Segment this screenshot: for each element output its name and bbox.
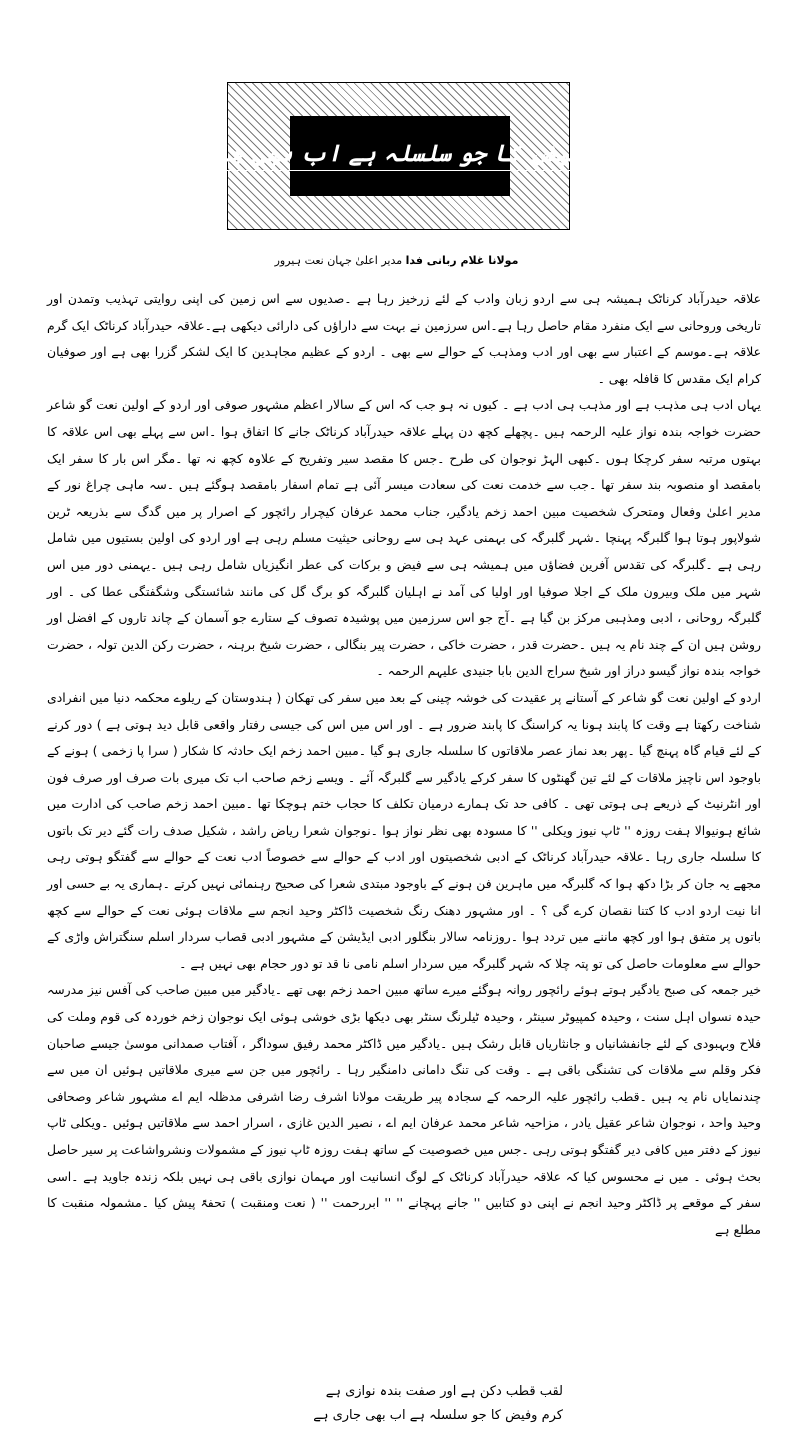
title-box	[155, 116, 645, 196]
verse-line: کرم وفیض کا جو سلسلہ ہے اب بھی جاری ہے	[313, 1408, 563, 1423]
paragraph: علاقہ حیدرآباد کرناٹک ہمیشہ ہی سے اردو زبان وادب کے لئے زرخیز رہا ہے ۔صدیوں سے اس زمین کی اپنی روایتی تہذیب وتمدن اور تاریخی وروحانی سے ایک منفرد مقام حاصل رہا ہے۔اس سرزمین نے بہت سے داراؤں کی دارائی دیکھی ہے۔علاقہ حیدرآباد کرناٹک ایک گرم علاقہ ہے۔موسم کے اعتبار سے بھی اور ادب ومذہب کے حوالے سے بھی ۔ اردو کے عظیم مجاہدین کا ایک لشکر گزرا بھی ہے اور صوفیان کرام ایک مقدس کا قافلہ بھی ۔	[47, 291, 761, 386]
verse-line: لقب قطب دکن ہے اور صفت بندہ نوازی ہے	[325, 1384, 563, 1399]
author-byline	[200, 254, 593, 267]
author-role: مدیر اعلیٰ جہان نعت ہیرور	[274, 254, 403, 267]
paragraph: یہاں ادب ہی مذہب ہے اور مذہب ہی ادب ہے ۔ کیوں نہ ہو جب کہ اس کے سالار اعظم مشہور صوفی اور اردو کے اولین نعت گو شاعر حضرت خواجہ بندہ نواز علیہ الرحمہ ہیں ۔پچھلے کچھ دن پہلے علاقہ حیدرآباد کرناٹک جانے کا اتفاق ہوا ۔اس سے پہلے بھی اس علاقہ کا بہتوں مرتبہ سفر کرچکا ہوں ۔کبھی الہڑ نوجوان کی طرح ۔جس کا مقصد سیر وتفریح کے علاوہ کچھ نہ تھا ۔مگر اس بار کا سفر ایک بامقصد او منصوبہ بند سفر تھا ۔جب سے خدمت نعت کی سعادت میسر آئی ہے تمام اسفار بامقصد ہوگئے ہیں ۔سہ ماہی چراغ نور کے مدیر اعلیٰ وفعال ومتحرک شخصیت مبین احمد زخم یادگیر، جناب محمد عرفان کیچرار رائچور کے اصرار پر میں گدگ سے بذریعہ ٹرین شولاپور ہوتا ہوا گلبرگہ پہنچا ۔شہر گلبرگہ کی بہمنی عہد ہی سے روحانی حیثیت مسلم رہی ہے اور اردو کی اولین بستیوں میں شامل رہی ہے ۔گلبرگہ کی تقدس آفرین فضاؤں میں ہمیشہ ہی سے فیض و برکات کی عطر انگیزیاں شامل رہی ہیں ۔یہمنی دور میں اس شہر میں ملک وبیرون ملک کے اجلا صوفیا اور اولیا کی آمد نے اہلیان گلبرگہ کو برگ گل کی مانند شائستگی وشگفتگی عطا کی ۔ اور گلبرگہ روحانی ، ادبی ومذہبی مرکز بن گیا ہے ۔آج جو اس سرزمین میں پوشیدہ تصوف کے ستارے جو آسمان کے چاند تاروں کے افضل اور روشن ہیں ان کے چند نام یہ ہیں ۔حضرت قدر ، حضرت خاکی ، حضرت پیر بنگالی ، حضرت شیخ برہنہ ، حضرت رکن الدین تولہ ، حضرت خواجہ بندہ نواز گیسو دراز اور شیخ سراج الدین بابا جنیدی علیہم الرحمہ ۔	[47, 397, 761, 679]
author-name: مولانا غلام ربانی فدا	[405, 254, 519, 267]
page-title: کرم وفیض کا جو سلسلہ ہے اب بھی جاری ہے	[151, 141, 649, 171]
closing-verse	[230, 1380, 563, 1428]
article-body	[47, 286, 761, 1243]
paragraph: خیر جمعہ کی صبح یادگیر ہوتے ہوئے رائچور روانہ ہوگئے میرے ساتھ مبین احمد زخم بھی تھے ۔یادگیر میں مبین صاحب کی آفس نیز مدرسہ حیدہ نسواں اہل سنت ، وحیدہ کمپیوٹر سینٹر ، وحیدہ ٹیلرنگ سنٹر بھی دیکھا بڑی خوشی ہوئی ایک نوجوان زخم خوردہ کی قوم وملت کی فلاح وبہبودی کے لئے جانفشانیاں و جانثاریاں قابل رشک ہیں ۔یادگیر میں ڈاکٹر محمد رفیق سوداگر ، آفتاب صمدانی موسیٰ جیسے صاحبان فکر وقلم سے ملاقات کی تشنگی باقی ہے ۔ وقت کی تنگ دامانی دامنگیر رہا ۔ رائچور میں جن سے میری ملاقاتیں ہوئیں ان میں سے چندنمایاں نام یہ ہیں ۔قطب رائچور علیہ الرحمہ کے سجادہ پیر طریقت مولانا اشرف رضا اشرفی مدظلہ ایم اے مشہور شاعر وصحافی وحید واحد ، نوجوان شاعر عقیل یادر ، مزاحیہ شاعر محمد عرفان ایم اے ، نصیر الدین غازی ، اسرار احمد سے ملاقاتیں ہوئیں ۔ویکلی ٹاپ نیوز کے دفتر میں کافی دیر گفتگو ہوتی رہی ۔جس میں خصوصیت کے ساتھ ہفت روزہ ٹاپ نیوز کے مشمولات ونشرواشاعت پر سیر حاصل بحث ہوئی ۔ میں نے محسوس کیا کہ علاقہ حیدرآباد کرناٹک کے لوگ انسانیت اور مہمان نوازی باقی ہی نہیں بلکہ زندہ جاوید ہے ۔اسی سفر کے موقعے پر ڈاکٹر وحید انجم نے اپنی دو کتابیں '' جانے پہچانے '' '' ابررحمت '' ( نعت ومنقبت ) تحفۃً پیش کیا ۔مشمولہ منقبت کا مطلع ہے	[47, 982, 761, 1237]
paragraph: اردو کے اولین نعت گو شاعر کے آستانے پر عقیدت کی خوشہ چینی کے بعد میں سفر کی تھکان ( ہندوستان کے ریلوے محکمہ دنیا میں انفرادی شناخت رکھتا ہے وقت کا پابند ہونا یہ کراسنگ کا پابند ضرور ہے ۔ اور اس میں اس کی جیسی رفتار واقعی قابل دید ہوتی ہے ) دور کرنے کے لئے قیام گاہ پہنچ گیا ۔پھر بعد نماز عصر ملاقاتوں کا سلسلہ جاری ہو گیا ۔مبین احمد زخم ایک حادثہ کا شکار ( سرا پا زخمی ) ہونے کے باوجود اس ناچیز ملاقات کے لئے تین گھنٹوں کا سفر کرکے یادگیر سے گلبرگہ آئے ۔ ویسے زخم صاحب اب تک میری بات صرف اور صرف فون اور انٹرنیٹ کے ذریعے ہی ہوتی تھی ۔ کافی حد تک ہمارے درمیان تکلف کا حجاب ختم ہوچکا تھا ۔مبین احمد زخم صاحب کی ادارت میں شائع ہونیوالا ہفت روزہ '' ٹاپ نیوز ویکلی '' کا مسودہ بھی نظر نواز ہوا ۔نوجوان شعرا ریاض راشد ، شکیل صدف رات گئے دیر تک باتوں کا سلسلہ جاری رہا ۔علاقہ حیدرآباد کرناٹک کے ادبی شخصیتوں اور ادب کے حوالے سے خصوصاً ادب نعت کے حوالے سے گفتگو ہوتی رہی مجھے یہ جان کر بڑا دکھ ہوا کہ گلبرگہ میں ماہرین فن ہونے کے باوجود مبتدی شعرا کی صحیح رہنمائی نہیں کرتے ۔ہماری یہ بے حسی اور انا نیت اردو ادب کا کتنا نقصان کرے گی ؟ ۔ اور مشہور دھنک رنگ شخصیت ڈاکٹر وحید انجم سے ملاقات ہوئی نعت کے حوالے سے کچھ باتوں پر متفق ہوا اور کچھ ماننے میں تردد ہوا ۔روزنامہ سالار بنگلور ادبی ایڈیشن کے مشہور ادبی قصاب سردار اسلم سنگتراش واڑی کے حوالے سے معلومات حاصل کی تو پتہ چلا کہ شہر گلبرگہ میں سردار اسلم نامی نا قد تو دور حجام بھی نہیں ہے ۔	[47, 689, 761, 971]
